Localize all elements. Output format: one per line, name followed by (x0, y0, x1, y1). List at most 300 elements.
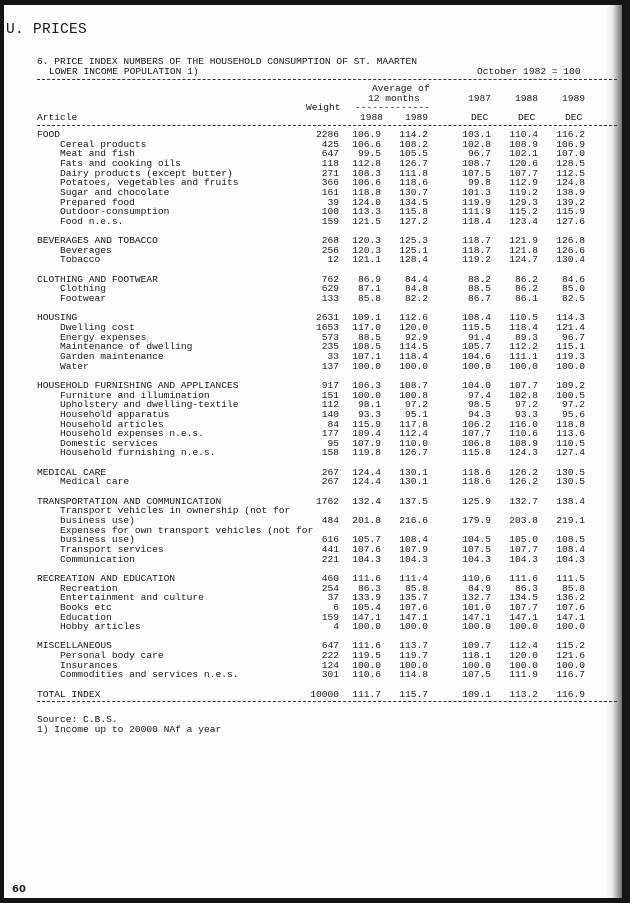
item-value-dec-1989: 95.6 (561, 408, 585, 420)
item-label: Beverages (60, 244, 112, 256)
item-label: Insurances (60, 659, 118, 671)
header-col-1988: 1988 (515, 93, 539, 104)
table-base-note: October 1982 = 100 (477, 66, 581, 77)
group-label: FOOD (37, 129, 61, 140)
item-value-dec-1989: 118.8 (556, 418, 585, 430)
item-value-avg-1989: 84.8 (404, 283, 428, 295)
item-value-avg-1989: 119.7 (399, 650, 428, 662)
group-value-avg-1988: 132.4 (352, 495, 381, 507)
item-label-continued: business use) (60, 534, 135, 546)
item-label: Outdoor-consumption (60, 206, 170, 218)
group-value-avg-1989: 84.4 (404, 273, 428, 285)
item-value-avg-1989: 85.8 (404, 582, 428, 594)
item-value-dec-1989: 147.1 (556, 611, 585, 623)
item-value-dec-1989: 100.0 (556, 621, 585, 633)
item-value-dec-1988: 102.1 (509, 148, 538, 160)
group-value-dec-1987: 109.7 (462, 640, 491, 652)
item-value-dec-1987: 106.8 (462, 437, 491, 449)
item-value-weight: 254 (321, 582, 339, 594)
item-value-dec-1988: 93.3 (514, 408, 538, 420)
item-value-dec-1988: 120.6 (509, 157, 538, 169)
item-value-weight: 573 (321, 331, 339, 343)
item-label: Household expenses n.e.s. (60, 428, 204, 440)
item-value-avg-1988: 119.5 (352, 650, 381, 662)
total-value-dec-1988: 113.2 (509, 688, 538, 700)
item-value-avg-1988: 147.1 (352, 611, 381, 623)
item-label: Prepared food (60, 196, 135, 208)
item-value-dec-1989: 107.0 (556, 148, 585, 160)
group-value-dec-1988: 126.2 (509, 466, 538, 478)
item-value-dec-1989: 126.6 (556, 244, 585, 256)
item-label: Hobby articles (60, 621, 141, 633)
item-value-avg-1988: 86.3 (357, 582, 381, 594)
item-value-dec-1988: 110.6 (509, 428, 538, 440)
item-value-dec-1987: 88.5 (467, 283, 491, 295)
item-value-dec-1989: 130.4 (556, 254, 585, 266)
item-label: Dairy products (except butter) (60, 167, 233, 179)
item-value-weight: 159 (321, 611, 339, 623)
group-value-dec-1989: 114.3 (556, 312, 585, 324)
item-value-weight: 140 (321, 408, 339, 420)
group-value-dec-1987: 108.4 (462, 312, 491, 324)
item-value-dec-1989: 96.7 (561, 331, 585, 343)
item-value-avg-1989: 100.0 (399, 659, 428, 671)
item-value-weight: 441 (321, 543, 339, 555)
item-value-dec-1987: 102.8 (462, 138, 491, 150)
item-value-dec-1988: 86.2 (514, 283, 538, 295)
header-col-1987: 1987 (468, 93, 492, 104)
item-value-weight: 95 (327, 437, 339, 449)
item-value-weight: 124 (321, 659, 339, 671)
item-value-avg-1989: 118.4 (399, 350, 428, 362)
group-value-avg-1988: 106.3 (352, 379, 381, 391)
item-value-dec-1987: 118.4 (462, 215, 491, 227)
item-value-avg-1988: 113.3 (352, 206, 381, 218)
header-average-rule: ------------- (355, 102, 430, 113)
item-value-dec-1988: 123.4 (509, 215, 538, 227)
item-value-dec-1987: 100.0 (462, 621, 491, 633)
header-article: Article (37, 112, 78, 123)
item-value-dec-1987: 105.7 (462, 341, 491, 353)
item-value-avg-1988: 105.7 (352, 534, 381, 546)
item-value-dec-1989: 100.0 (556, 659, 585, 671)
item-value-avg-1988: 107.1 (352, 350, 381, 362)
page-number: 60 (12, 884, 26, 895)
item-value-avg-1988: 120.3 (352, 244, 381, 256)
group-value-weight: 917 (321, 379, 339, 391)
header-weight: Weight (306, 102, 341, 113)
item-value-weight: 39 (327, 196, 339, 208)
item-value-dec-1989: 124.8 (556, 177, 585, 189)
item-value-avg-1988: 112.8 (352, 157, 381, 169)
item-value-dec-1987: 86.7 (467, 293, 491, 305)
group-value-avg-1989: 113.7 (399, 640, 428, 652)
header-avg-1988: 1988 (360, 112, 384, 123)
item-value-dec-1987: 97.4 (467, 389, 491, 401)
group-value-avg-1988: 124.4 (352, 466, 381, 478)
item-value-dec-1989: 115.1 (556, 341, 585, 353)
item-value-avg-1988: 201.8 (352, 515, 381, 526)
group-label: RECREATION AND EDUCATION (37, 572, 176, 584)
footnote-source: Source: C.B.S. (37, 714, 118, 725)
item-value-avg-1989: 120.0 (399, 322, 428, 333)
item-value-dec-1988: 86.3 (514, 582, 538, 594)
item-label: Recreation (60, 582, 118, 594)
group-value-dec-1988: 111.6 (509, 572, 538, 584)
item-label: Entertainment and culture (60, 592, 204, 604)
item-value-avg-1988: 109.4 (352, 428, 381, 440)
item-value-dec-1989: 139.2 (556, 196, 585, 208)
item-value-avg-1989: 114.5 (399, 341, 428, 353)
item-value-dec-1989: 85.8 (561, 582, 585, 594)
item-value-dec-1989: 112.5 (556, 167, 585, 179)
item-value-dec-1989: 100.0 (556, 360, 585, 372)
group-value-weight: 2631 (315, 312, 339, 324)
group-value-avg-1989: 111.4 (399, 572, 428, 584)
item-label: Tobacco (60, 254, 101, 266)
item-value-dec-1988: 86.1 (514, 293, 538, 305)
item-value-dec-1988: 100.0 (509, 360, 538, 372)
group-value-avg-1988: 109.1 (352, 312, 381, 324)
group-value-dec-1989: 138.4 (556, 495, 585, 507)
item-label: Transport vehicles in ownership (not for (60, 505, 291, 517)
item-value-avg-1988: 88.5 (357, 331, 381, 343)
item-value-dec-1988: 105.0 (509, 534, 538, 546)
item-value-avg-1988: 110.6 (352, 669, 381, 681)
item-value-avg-1988: 100.0 (352, 621, 381, 633)
item-value-dec-1988: 120.0 (509, 650, 538, 662)
item-value-dec-1988: 107.7 (509, 543, 538, 555)
item-value-dec-1988: 124.7 (509, 254, 538, 266)
item-value-dec-1989: 82.5 (561, 293, 585, 305)
item-value-avg-1988: 100.0 (352, 360, 381, 372)
item-value-avg-1989: 126.7 (399, 447, 428, 459)
item-value-avg-1988: 124.4 (352, 476, 381, 488)
item-label: Commodities and services n.e.s. (60, 669, 239, 681)
item-value-dec-1989: 108.5 (556, 534, 585, 546)
item-value-avg-1989: 130.1 (399, 476, 428, 488)
item-value-dec-1987: 91.4 (467, 331, 491, 343)
item-value-dec-1987: 98.5 (467, 399, 491, 411)
item-value-avg-1988: 118.8 (352, 186, 381, 198)
item-label: Energy expenses (60, 331, 147, 343)
group-value-weight: 267 (321, 466, 339, 478)
item-label: Books etc (60, 601, 112, 613)
item-value-avg-1988: 104.3 (352, 553, 381, 565)
item-value-avg-1989: 100.0 (399, 360, 428, 372)
item-value-dec-1989: 128.5 (556, 157, 585, 169)
item-value-dec-1989: 100.5 (556, 389, 585, 401)
item-value-dec-1987: 132.7 (462, 592, 491, 604)
group-label: TRANSPORTATION AND COMMUNICATION (37, 495, 222, 507)
item-value-weight: 112 (321, 399, 339, 411)
group-value-dec-1988: 121.9 (509, 235, 538, 247)
item-value-avg-1989: 108.2 (399, 138, 428, 150)
group-value-avg-1988: 106.9 (352, 129, 381, 140)
item-value-dec-1989: 113.6 (556, 428, 585, 440)
item-value-dec-1989: 108.4 (556, 543, 585, 555)
table-bottom-rule (37, 701, 617, 702)
group-value-avg-1988: 111.6 (352, 640, 381, 652)
item-value-dec-1987: 119.9 (462, 196, 491, 208)
group-value-dec-1988: 110.5 (509, 312, 538, 324)
item-value-dec-1987: 107.5 (462, 167, 491, 179)
total-value-avg-1989: 115.7 (399, 688, 428, 700)
header-dec-1987: DEC (471, 112, 489, 123)
item-value-dec-1988: 112.2 (509, 341, 538, 353)
item-value-dec-1989: 116.7 (556, 669, 585, 681)
item-value-dec-1989: 107.6 (556, 601, 585, 613)
item-value-avg-1989: 130.7 (399, 186, 428, 198)
item-value-dec-1989: 115.9 (556, 206, 585, 218)
item-value-weight: 1653 (315, 322, 339, 333)
group-value-dec-1989: 130.5 (556, 466, 585, 478)
item-value-dec-1988: 112.9 (509, 177, 538, 189)
item-value-dec-1987: 118.7 (462, 244, 491, 256)
group-value-avg-1989: 108.7 (399, 379, 428, 391)
item-value-dec-1988: 97.2 (514, 399, 538, 411)
item-value-dec-1989: 138.9 (556, 186, 585, 198)
group-value-weight: 2286 (315, 129, 339, 140)
item-value-weight: 366 (321, 177, 339, 189)
item-value-avg-1988: 119.8 (352, 447, 381, 459)
item-value-dec-1987: 94.3 (467, 408, 491, 420)
item-value-dec-1988: 129.3 (509, 196, 538, 208)
item-value-avg-1989: 125.1 (399, 244, 428, 256)
item-label: Household apparatus (60, 408, 170, 420)
group-value-avg-1989: 137.5 (399, 495, 428, 507)
item-value-weight: 118 (321, 157, 339, 169)
group-value-dec-1989: 111.5 (556, 572, 585, 584)
item-value-avg-1989: 147.1 (399, 611, 428, 623)
item-value-avg-1988: 106.6 (352, 138, 381, 150)
total-value-avg-1988: 111.7 (352, 688, 381, 700)
item-value-dec-1987: 118.6 (462, 476, 491, 488)
item-value-avg-1989: 135.7 (399, 592, 428, 604)
item-value-weight: 37 (327, 592, 339, 604)
item-value-avg-1989: 108.4 (399, 534, 428, 546)
item-value-avg-1989: 92.9 (404, 331, 428, 343)
group-label: MEDICAL CARE (37, 466, 107, 478)
group-value-dec-1988: 86.2 (514, 273, 538, 285)
header-top-rule (37, 79, 617, 80)
item-value-avg-1989: 127.2 (399, 215, 428, 227)
group-value-weight: 762 (321, 273, 339, 285)
group-label: MISCELLANEOUS (37, 640, 112, 652)
item-value-avg-1988: 106.6 (352, 177, 381, 189)
item-value-dec-1987: 119.2 (462, 254, 491, 266)
item-value-avg-1988: 93.3 (357, 408, 381, 420)
total-value-weight: 10000 (310, 688, 339, 700)
group-value-dec-1988: 107.7 (509, 379, 538, 391)
group-value-avg-1989: 114.2 (399, 129, 428, 140)
item-value-avg-1988: 100.0 (352, 389, 381, 401)
group-value-avg-1989: 125.3 (399, 235, 428, 247)
item-label: Domestic services (60, 437, 158, 449)
item-label: Fats and cooking oils (60, 157, 181, 169)
item-value-avg-1988: 107.6 (352, 543, 381, 555)
item-value-weight: 235 (321, 341, 339, 353)
footnote-income: 1) Income up to 20000 NAf a year (37, 723, 222, 735)
item-label: Education (60, 611, 112, 623)
item-value-avg-1989: 118.6 (399, 177, 428, 189)
item-label: Transport services (60, 543, 164, 555)
item-value-dec-1988: 121.8 (509, 244, 538, 256)
item-value-dec-1988: 100.0 (509, 621, 538, 633)
item-label: Food n.e.s. (60, 215, 124, 227)
item-label: Clothing (60, 283, 107, 295)
item-value-avg-1989: 112.4 (399, 428, 428, 440)
item-label: Footwear (60, 293, 107, 305)
item-value-dec-1988: 203.8 (509, 515, 538, 526)
group-value-weight: 647 (321, 640, 339, 652)
item-value-dec-1987: 179.9 (462, 515, 491, 526)
group-value-dec-1989: 116.2 (556, 129, 585, 140)
group-value-avg-1988: 120.3 (352, 235, 381, 247)
item-value-avg-1988: 108.3 (352, 167, 381, 179)
item-label: Upholstery and dwelling-textile (60, 399, 239, 411)
item-label: Expenses for own transport vehicles (not for (60, 524, 314, 536)
item-label: Water (60, 360, 89, 372)
item-value-avg-1988: 105.4 (352, 601, 381, 613)
item-label: Communication (60, 553, 135, 565)
item-label: Meat and fish (60, 148, 135, 160)
item-value-weight: 177 (321, 428, 339, 440)
item-value-dec-1988: 115.2 (509, 206, 538, 218)
header-dec-1989: DEC (565, 112, 583, 123)
item-value-dec-1988: 102.8 (509, 389, 538, 401)
item-label: Medical care (60, 476, 130, 488)
item-value-weight: 84 (327, 418, 339, 430)
item-value-dec-1987: 118.1 (462, 650, 491, 662)
section-title: U. PRICES (6, 22, 88, 38)
table-title-line2: LOWER INCOME POPULATION 1) (49, 66, 199, 77)
page-edge-shadow (606, 5, 622, 898)
group-value-dec-1989: 115.2 (556, 640, 585, 652)
item-value-dec-1987: 108.7 (462, 157, 491, 169)
item-value-avg-1988: 85.8 (357, 293, 381, 305)
group-label: HOUSEHOLD FURNISHING AND APPLIANCES (37, 379, 239, 391)
item-value-avg-1988: 121.1 (352, 254, 381, 266)
item-value-avg-1988: 117.0 (352, 322, 381, 333)
item-value-weight: 151 (321, 389, 339, 401)
item-label-continued: business use) (60, 515, 135, 526)
item-value-avg-1989: 107.9 (399, 543, 428, 555)
header-average-line1: Average of (372, 83, 430, 94)
group-label: CLOTHING AND FOOTWEAR (37, 273, 158, 285)
group-value-avg-1988: 111.6 (352, 572, 381, 584)
item-value-dec-1988: 111.1 (509, 350, 538, 362)
item-value-dec-1987: 101.0 (462, 601, 491, 613)
item-value-dec-1988: 126.2 (509, 476, 538, 488)
item-value-weight: 137 (321, 360, 339, 372)
item-value-avg-1989: 128.4 (399, 254, 428, 266)
item-label: Dwelling cost (60, 322, 135, 333)
group-value-dec-1987: 110.6 (462, 572, 491, 584)
item-value-dec-1987: 101.3 (462, 186, 491, 198)
item-label: Sugar and chocolate (60, 186, 170, 198)
header-col-1989: 1989 (562, 93, 586, 104)
item-value-avg-1989: 126.7 (399, 157, 428, 169)
item-value-dec-1987: 115.5 (462, 322, 491, 333)
group-value-dec-1989: 109.2 (556, 379, 585, 391)
item-value-dec-1987: 104.5 (462, 534, 491, 546)
item-label: Personal body care (60, 650, 164, 662)
item-value-avg-1988: 98.1 (357, 399, 381, 411)
item-value-dec-1987: 99.8 (467, 177, 491, 189)
item-value-avg-1989: 107.6 (399, 601, 428, 613)
item-value-avg-1989: 117.8 (399, 418, 428, 430)
item-value-weight: 133 (321, 293, 339, 305)
item-value-dec-1988: 104.3 (509, 553, 538, 565)
item-value-dec-1988: 118.4 (509, 322, 538, 333)
item-value-avg-1989: 114.8 (399, 669, 428, 681)
item-value-dec-1987: 107.5 (462, 543, 491, 555)
item-value-dec-1987: 106.2 (462, 418, 491, 430)
item-label: Cereal products (60, 138, 147, 150)
item-value-avg-1988: 121.5 (352, 215, 381, 227)
item-value-dec-1988: 89.3 (514, 331, 538, 343)
item-value-dec-1987: 107.5 (462, 669, 491, 681)
item-value-weight: 222 (321, 650, 339, 662)
item-value-weight: 221 (321, 553, 339, 565)
group-value-avg-1989: 130.1 (399, 466, 428, 478)
group-value-dec-1988: 112.4 (509, 640, 538, 652)
item-value-dec-1987: 107.7 (462, 428, 491, 440)
item-value-avg-1989: 111.8 (399, 167, 428, 179)
item-value-dec-1989: 121.6 (556, 650, 585, 662)
item-value-avg-1989: 216.6 (399, 515, 428, 526)
item-value-dec-1988: 134.5 (509, 592, 538, 604)
item-value-dec-1987: 100.0 (462, 360, 491, 372)
group-value-dec-1988: 110.4 (509, 129, 538, 140)
item-value-dec-1989: 136.2 (556, 592, 585, 604)
group-value-dec-1989: 126.8 (556, 235, 585, 247)
item-value-dec-1989: 219.1 (556, 515, 585, 526)
item-value-dec-1987: 115.8 (462, 447, 491, 459)
item-value-weight: 267 (321, 476, 339, 488)
item-value-dec-1987: 104.3 (462, 553, 491, 565)
total-label: TOTAL INDEX (37, 688, 101, 700)
item-value-dec-1988: 147.1 (509, 611, 538, 623)
item-value-dec-1987: 96.7 (467, 148, 491, 160)
item-value-dec-1989: 127.6 (556, 215, 585, 227)
item-value-dec-1988: 107.7 (509, 167, 538, 179)
header-avg-1989: 1989 (405, 112, 429, 123)
item-value-dec-1988: 119.2 (509, 186, 538, 198)
item-value-avg-1988: 133.9 (352, 592, 381, 604)
item-value-avg-1989: 97.2 (404, 399, 428, 411)
item-value-dec-1989: 110.5 (556, 437, 585, 449)
item-value-dec-1989: 85.0 (561, 283, 585, 295)
item-value-avg-1989: 110.0 (399, 437, 428, 449)
item-value-dec-1988: 108.9 (509, 437, 538, 449)
item-value-dec-1988: 111.9 (509, 669, 538, 681)
group-value-dec-1987: 88.2 (467, 273, 491, 285)
item-value-avg-1988: 100.0 (352, 659, 381, 671)
group-value-dec-1987: 118.7 (462, 235, 491, 247)
item-value-avg-1988: 108.5 (352, 341, 381, 353)
item-label: Maintenance of dwelling (60, 341, 193, 353)
group-value-avg-1989: 112.6 (399, 312, 428, 324)
item-value-weight: 161 (321, 186, 339, 198)
group-value-dec-1987: 118.6 (462, 466, 491, 478)
item-value-weight: 159 (321, 215, 339, 227)
item-value-avg-1989: 104.3 (399, 553, 428, 565)
group-value-weight: 1762 (315, 495, 339, 507)
item-value-dec-1989: 97.2 (561, 399, 585, 411)
group-value-dec-1987: 104.0 (462, 379, 491, 391)
